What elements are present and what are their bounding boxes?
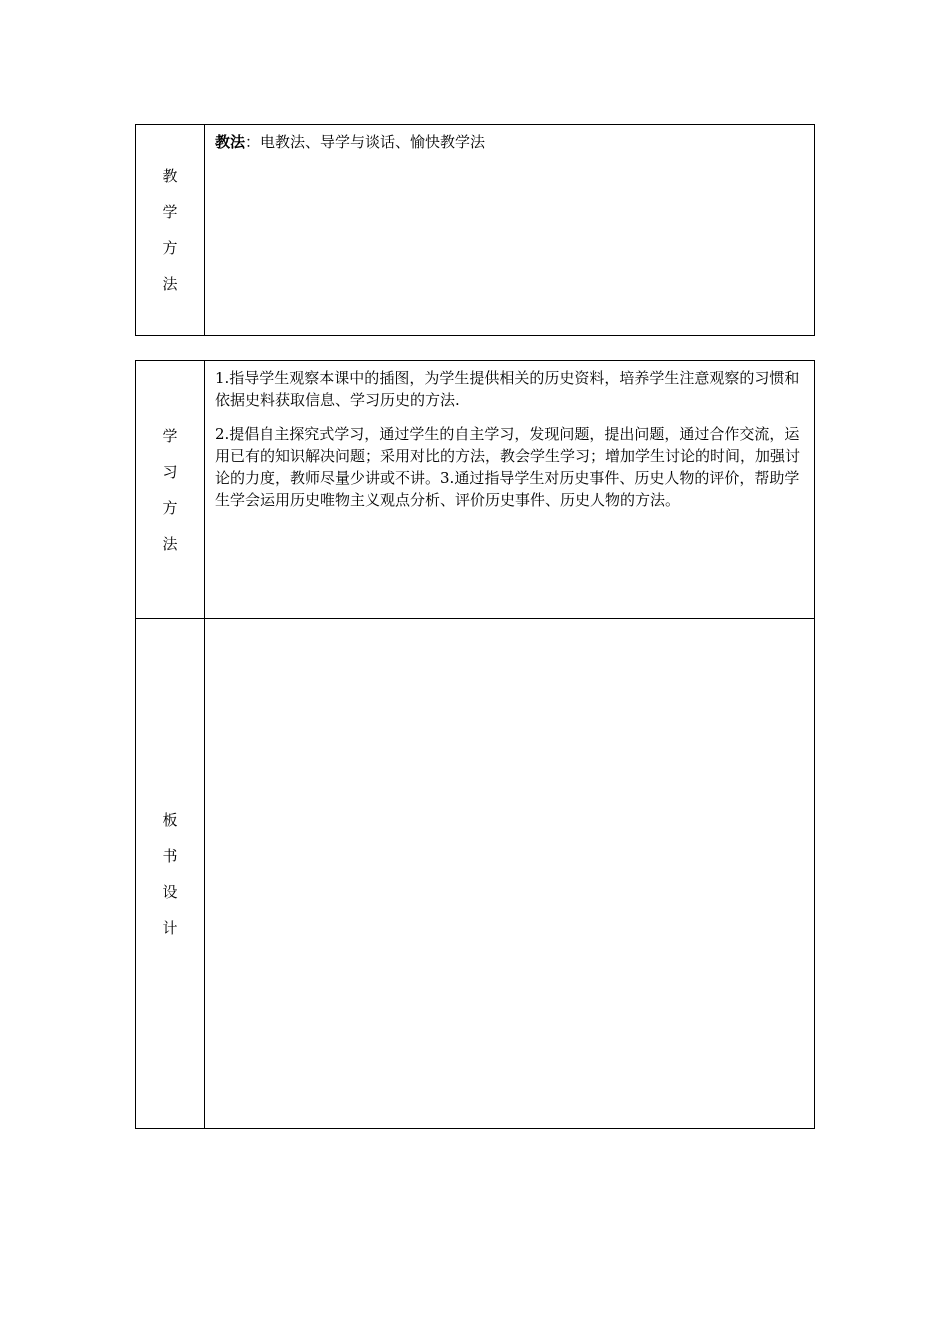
label-char: 设 (162, 882, 178, 901)
learning-method-paragraph-1: 1.指导学生观察本课中的插图，为学生提供相关的历史资料，培养学生注意观察的习惯和依据史料获取信息、学习历史的方法. (215, 369, 800, 409)
label-char: 方 (162, 498, 178, 517)
method-text: 电教法、导学与谈话、愉快教学法 (260, 133, 486, 151)
label-char: 法 (162, 275, 178, 293)
learning-method-content-cell (205, 361, 815, 619)
label-char: 方 (162, 239, 178, 257)
learning-and-board-table (135, 360, 815, 1129)
board-design-label (136, 802, 204, 946)
label-char: 书 (162, 846, 178, 865)
teaching-method-label-cell (136, 125, 205, 336)
label-char: 习 (162, 462, 178, 481)
label-char: 计 (162, 918, 178, 937)
board-design-label-cell (136, 619, 205, 1129)
teaching-method-content (205, 125, 814, 153)
label-char: 板 (162, 810, 178, 829)
learning-method-paragraph-2: 2.提倡自主探究式学习，通过学生的自主学习，发现问题，提出问题，通过合作交流，运用已有的知识解决问题；采用对比的方法，教会学生学习；增加学生讨论的时间，加强讨论的力度，教师尽量少讲或不讲。3.通过指导学生对历史事件、历史人物的评价，帮助学生学会运用历史唯物主义观点分析、评价历史事件、历史人物的方法。 (215, 425, 801, 509)
label-char: 学 (162, 203, 178, 221)
method-label: 教法 (215, 133, 246, 151)
teaching-method-table (135, 124, 815, 336)
label-char: 法 (162, 534, 178, 553)
board-design-content-cell (205, 619, 815, 1129)
teaching-method-line (215, 131, 804, 153)
learning-method-content (205, 361, 814, 511)
teaching-method-label (136, 158, 204, 302)
teaching-method-content-cell (205, 125, 815, 336)
label-char: 教 (162, 167, 178, 185)
label-char: 学 (162, 426, 178, 445)
learning-method-label (136, 418, 204, 562)
board-design-content (205, 619, 814, 625)
method-separator: ： (245, 133, 261, 151)
learning-method-label-cell (136, 361, 205, 619)
